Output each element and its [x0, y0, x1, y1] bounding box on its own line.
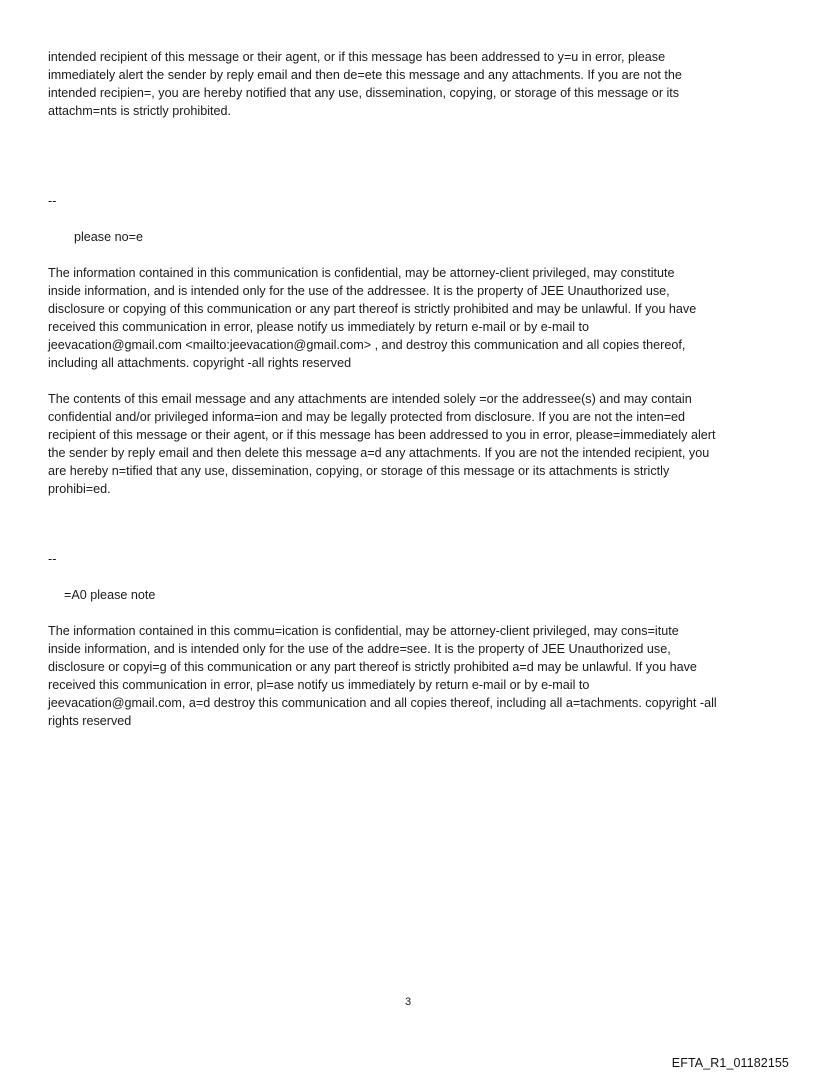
paragraph-email-disclaimer: The contents of this email message and any attachments are intended solely =or the addressee(s) and may contain confidential and/or privileged informa=ion and may be legally protected from disclosure. If you are not the inten=ed recipient of this message or their agent, or if this message has been addressed to you in error, please=immediately alert the sender by reply email and then delete this message a=d any attachments. If you are not the intended recipient, you are hereby n=tified that any use, dissemination, copying, or storage of this message or its attachments is strictly prohibi=ed. [48, 392, 716, 496]
separator: -- [48, 194, 57, 208]
note-line: please no=e [74, 230, 143, 244]
page-number: 3 [404, 996, 412, 1008]
paragraph-confidentiality-notice: The information contained in this commu=ication is confidential, may be attorney-client privileged, may cons=itute inside information, and is intended only for the use of the addre=see. It is the property of JEE Unauthorized use, disclosure or copyi=g of this communication or any part thereof is strictly prohibited a=d may be unlawful. If you have received this communication in error, pl=ase notify us immediately by return e-mail or by e-mail to jeevacation@gmail.com, a=d destroy this communication and all copies thereof, including all a=tachments. copyright -all rights reserved [48, 624, 717, 728]
note-line: =A0 please note [64, 588, 156, 602]
document-id: EFTA_R1_01182155 [671, 1056, 789, 1070]
separator: -- [48, 552, 57, 566]
paragraph-disclaimer-continued: intended recipient of this message or their agent, or if this message has been addressed to y=u in error, please immediately alert the sender by reply email and then de=ete this message and any attachments. If you are not the intended recipien=, you are hereby notified that any use, dissemination, copying, or storage of this message or its attachm=nts is strictly prohibited. [48, 50, 682, 118]
paragraph-confidentiality-notice: The information contained in this communication is confidential, may be attorney-client privileged, may constitute inside information, and is intended only for the use of the addressee. It is the property of JEE Unauthorized use, disclosure or copying of this communication or any part thereof is strictly prohibited and may be unlawful. If you have received this communication in error, please notify us immediately by return e-mail or by e-mail to jeevacation@gmail.com <mailto:jeevacation@gmail.com> , and destroy this communication and all copies thereof, including all attachments. copyright -all rights reserved [48, 266, 697, 370]
